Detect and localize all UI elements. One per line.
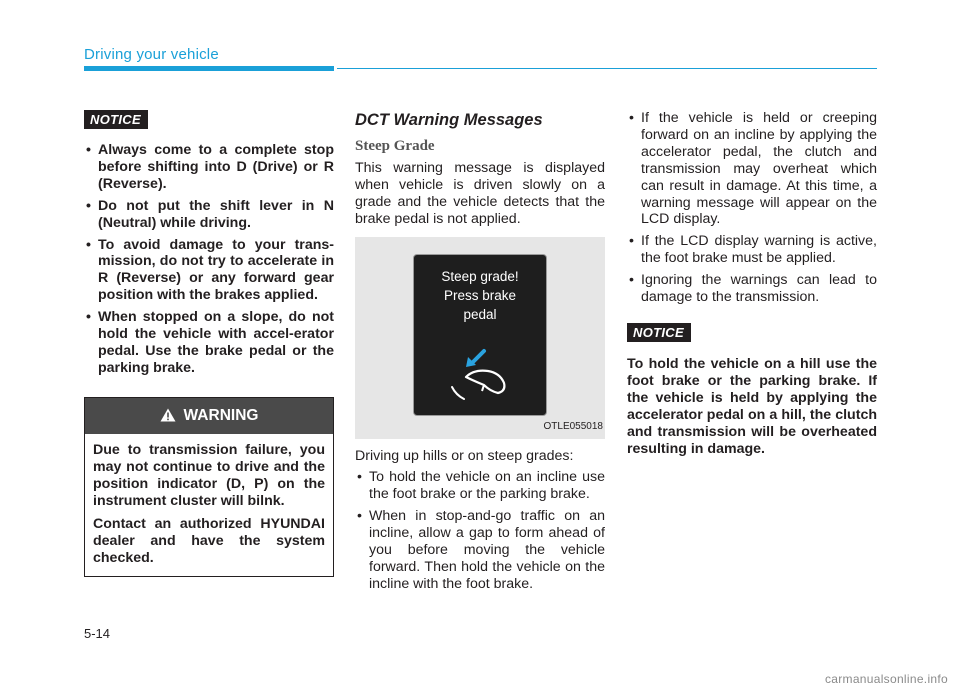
section-title: DCT Warning Messages (355, 111, 543, 129)
list-item: • Ignoring the warnings can lead to damage to the transmission. (627, 272, 877, 306)
right-column (627, 110, 877, 472)
notice-item: • Always come to a complete stop before shifting into D (Drive) or R (Reverse). (84, 142, 334, 193)
lcd-display (413, 254, 547, 416)
warning-paragraph: Contact an authorized HYUNDAI dealer and have the system checked. (93, 516, 325, 567)
middle-column (355, 110, 605, 598)
section-header-title: Driving your vehicle (84, 46, 219, 63)
warning-box (84, 397, 334, 577)
intro-paragraph: This warning message is displayed when vehicle is driven slowly on a grade and the vehicle detects that the brake pedal is not applied. (355, 159, 605, 227)
notice-item: • When stopped on a slope, do not hold the vehicle with accel-erator pedal. Use the brake pedal or the parking brake. (84, 309, 334, 377)
lcd-line: pedal (463, 307, 497, 323)
right-bullet-list (627, 110, 877, 306)
header-rule-thin (337, 68, 877, 69)
lead-text: Driving up hills or on steep grades: (355, 448, 574, 465)
notice-list (84, 142, 334, 377)
warning-paragraph: Due to transmission failure, you may not continue to drive and the position indicator (D, P) on the instrument cluster will bilnk. (93, 441, 325, 509)
header-rule-thick (84, 66, 334, 71)
list-item: • If the vehicle is held or creeping forward on an incline by applying the accelerator pedal, the clutch and transmission may overheat which can result in damage. At this time, a warning message will appear on the LCD display. (627, 110, 877, 228)
notice-badge: NOTICE (627, 323, 691, 342)
middle-bullet-list (355, 469, 605, 592)
warning-label: WARNING (183, 406, 259, 424)
left-column (84, 110, 334, 577)
lcd-line: Steep grade! (441, 269, 519, 285)
notice-item: • To avoid damage to your trans-mission, do not try to accelerate in R (Reverse) or any forward gear position with the brakes applied. (84, 237, 334, 305)
notice-badge: NOTICE (84, 110, 148, 129)
notice-item: • Do not put the shift lever in N (Neutral) while driving. (84, 198, 334, 232)
figure-code: OTLE055018 (543, 420, 603, 432)
list-item: • When in stop-and-go traffic on an incline, allow a gap to form ahead of you before moving the vehicle forward. Then hold the vehicle on the incline with the foot brake. (355, 508, 605, 593)
lcd-line: Press brake (443, 288, 517, 304)
warning-triangle-icon (160, 408, 176, 422)
list-item: • To hold the vehicle on an incline use the foot brake or the parking brake. (355, 469, 605, 503)
warning-header (85, 398, 333, 434)
list-item: • If the LCD display warning is active, the foot brake must be applied. (627, 233, 877, 267)
page-number: 5-14 (84, 626, 111, 641)
notice-paragraph: To hold the vehicle on a hill use the foot brake or the parking brake. If the vehicle is held by applying the accelerator pedal on a hill, the clutch and transmission will be overheated resulting in damage. (627, 355, 877, 457)
lcd-message (414, 267, 546, 324)
subsection-title: Steep Grade (355, 137, 435, 154)
brake-pedal-icon (444, 347, 524, 403)
warning-body (85, 434, 333, 576)
watermark: carmanualsonline.info (824, 672, 948, 686)
lcd-figure (355, 237, 605, 439)
